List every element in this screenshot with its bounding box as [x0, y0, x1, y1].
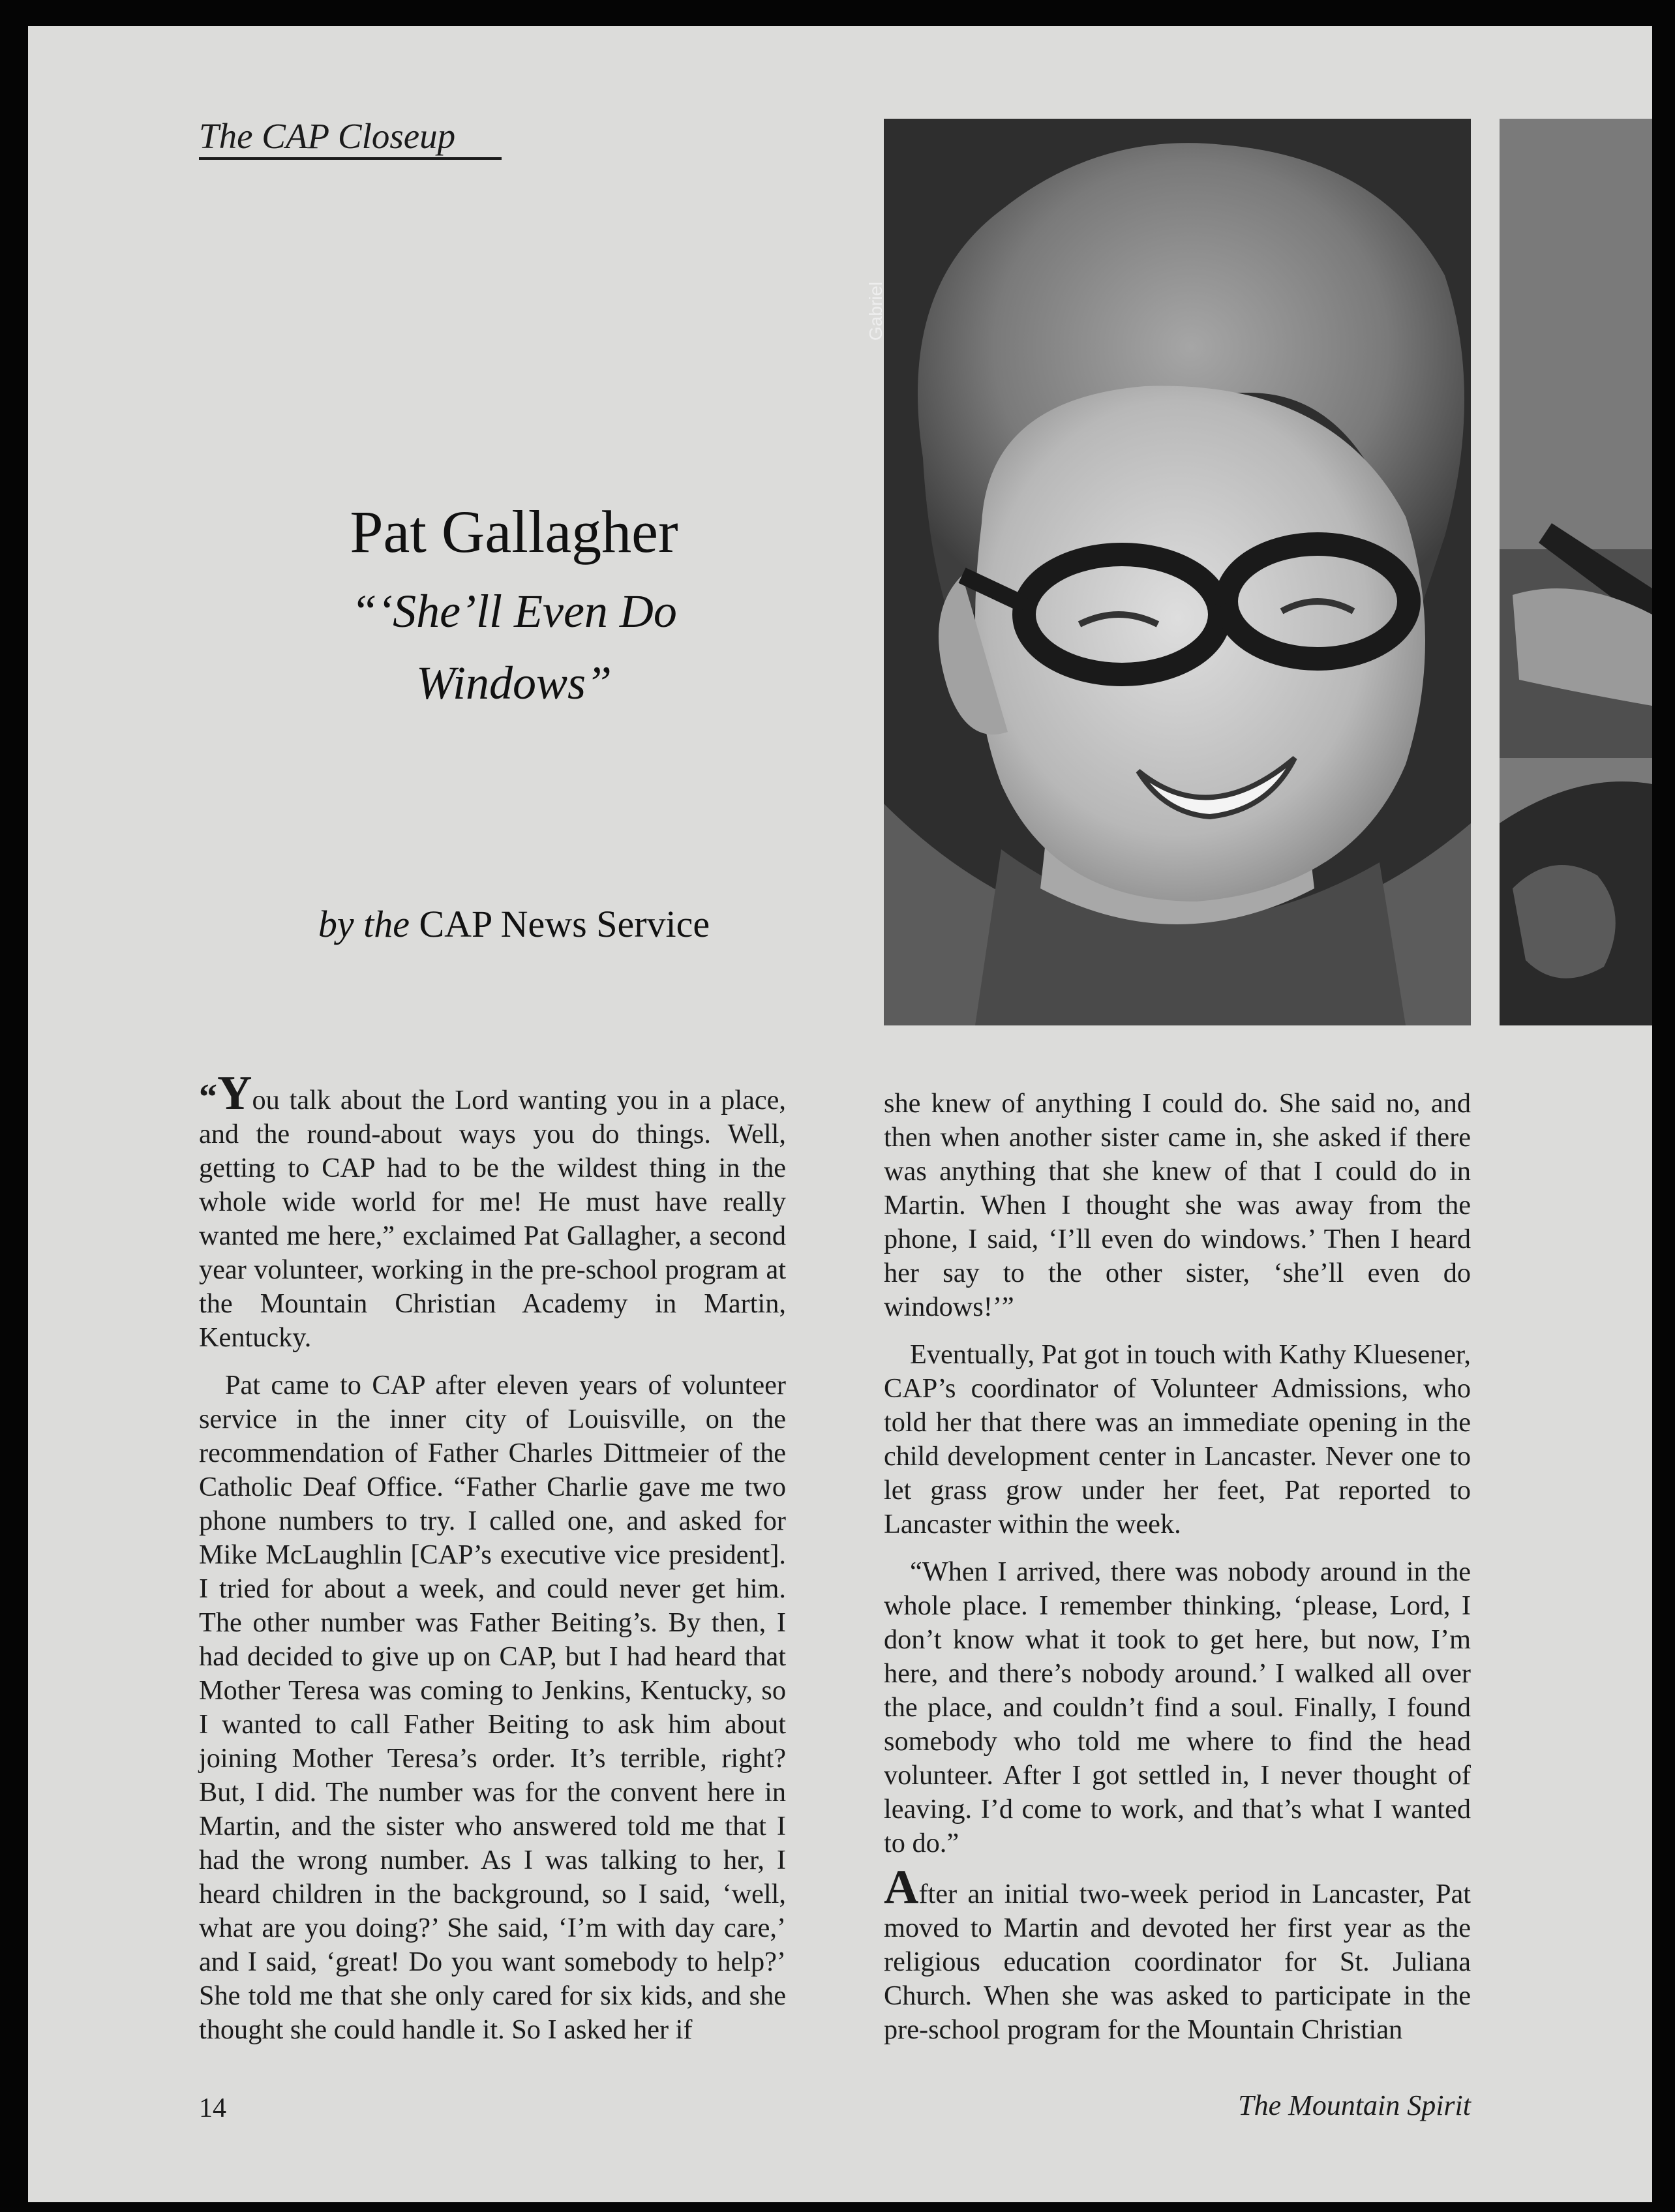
body-paragraph-5: “When I arrived, there was nobody around in the whole place. I remember thinking, ‘please, Lord, I don’t know what it took to get here, but now, I’m here, and there’s nobody around.’ I walked all over the place, and couldn’t find a soul. Finally, I found somebody who told me where to find the head volunteer. After I got settled in, I never thought of leaving. I’d come to work, and that’s what I wanted to do.” — [884, 1556, 1471, 1858]
lead-drop-cap: Y — [217, 1067, 252, 1120]
byline-source: CAP News Service — [419, 903, 710, 945]
lead-paragraph-text: ou talk about the Lord wanting you in a place, and the round-about ways you do things. Well, getting to CAP had to be the wildest thing in the whole wide world for me! He must have really wanted me here,” exclaimed Pat Gallagher, a second year volunteer, working in the pre-school program at the Mountain Christian Academy in Martin, Kentucky. — [199, 1085, 786, 1353]
body-paragraph-3: she knew of anything I could do. She said no, and then when another sister came in, she asked if there was anything that she knew of that I could do in Martin. When I thought she was away from the phone, I said, ‘I’ll even do windows.’ Then I heard her say to the other sister, ‘she’ll even do windows!’” — [884, 1088, 1471, 1322]
article-headline: Pat Gallagher — [350, 498, 678, 565]
article-column-left — [199, 1067, 786, 2061]
lead-open-quote: “ — [199, 1077, 217, 1117]
side-photo-icon — [1500, 119, 1652, 1025]
lead-paragraph — [199, 1067, 786, 1355]
side-photo — [1500, 119, 1652, 1025]
portrait-photo — [884, 119, 1471, 1025]
section-title-underline — [199, 157, 502, 160]
article-byline — [250, 901, 778, 947]
paragraph-6-text: fter an initial two-week period in Lancaster, Pat moved to Martin and devoted her first year as the religious education coordinator for St. Juliana Church. When she was asked to participate in the pre-school program for the Mountain Christian — [884, 1879, 1471, 2045]
page-number: 14 — [199, 2093, 226, 2123]
byline-prefix: by the — [318, 903, 410, 945]
body-paragraph-4: Eventually, Pat got in touch with Kathy Kluesener, CAP’s coordinator of Volunteer Admissions, who told her that there was an immediate opening in the child development center in Lancaster. Never one to let grass grow under her feet, Pat reported to Lancaster within the week. — [884, 1339, 1471, 1539]
magazine-page — [28, 26, 1652, 2202]
section-title: The CAP Closeup — [199, 116, 456, 156]
photo-credit: Gabriel — [866, 281, 886, 341]
paragraph-6-drop-cap: A — [884, 1860, 919, 1914]
body-paragraph-6 — [884, 1860, 1471, 2047]
body-paragraph-2: Pat came to CAP after eleven years of volunteer service in the inner city of Louisville, on the recommendation of Father Charles Dittmeier of the Catholic Deaf Office. “Father Charlie gave me two phone numbers to try. I called one, and asked for Mike McLaughlin [CAP’s executive vice president]. I tried for about a week, and could never get him. The other number was Father Beiting’s. By then, I had decided to give up on CAP, but I had heard that Mother Teresa was coming to Jenkins, Kentucky, so I wanted to call Father Beiting to ask him about joining Mother Teresa’s order. It’s terrible, right? But, I did. The number was for the convent here in Martin, and the sister who answered told me that I had the wrong number. As I was talking to her, I heard children in the background, so I said, ‘well, what are you doing?’ She said, ‘I’m with day care,’ and I said, ‘great! Do you want somebody to help?’ She told me that she only cared for six kids, and she thought she could handle it. So I asked her if — [199, 1370, 786, 2045]
portrait-photo-icon — [884, 119, 1471, 1025]
article-subheadline: “‘She’ll Even Do Windows” — [351, 585, 677, 709]
publication-name: The Mountain Spirit — [1238, 2089, 1471, 2121]
article-column-right — [884, 1087, 1471, 2061]
